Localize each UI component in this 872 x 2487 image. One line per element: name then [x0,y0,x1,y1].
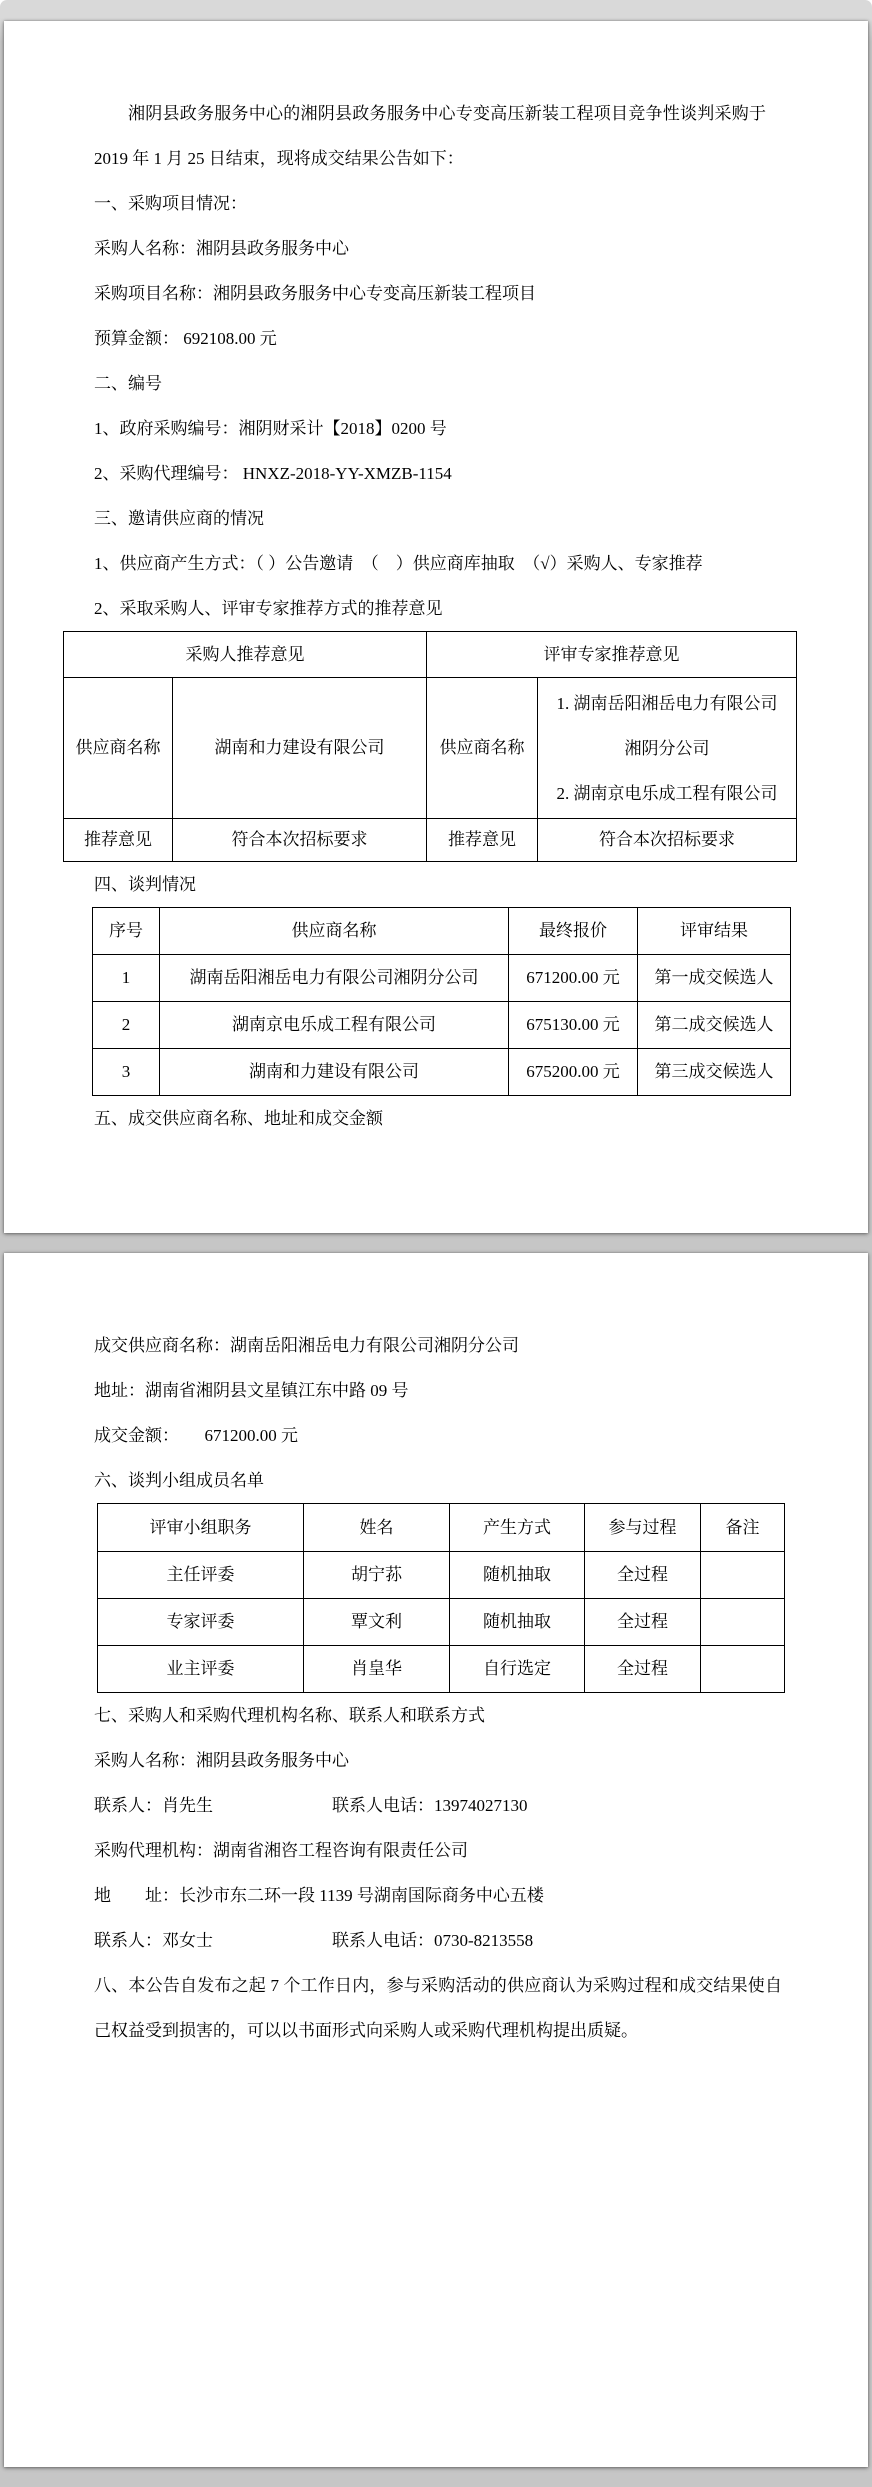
section-6-heading: 六、谈判小组成员名单 [94,1471,264,1490]
panel-member-table [97,1503,785,1693]
participation-cell: 全过程 [585,1599,701,1646]
remark-cell [701,1646,785,1693]
buyer-contact-line: 联系人：肖先生 联系人电话：13974027130 [94,1796,528,1815]
seq-cell: 2 [93,1002,160,1049]
method-cell: 自行选定 [450,1646,585,1693]
recommendation-table [63,631,797,862]
method-cell: 随机抽取 [450,1552,585,1599]
name-cell: 胡宁荪 [304,1552,450,1599]
price-cell: 675200.00 元 [509,1049,638,1096]
expert-supplier-1: 1. 湖南岳阳湘岳电力有限公司 [556,693,778,713]
table-row [98,1599,785,1646]
result-cell: 第三成交候选人 [638,1049,791,1096]
table-header-row [98,1504,785,1552]
table-row [93,1049,791,1096]
col-header-seq: 序号 [93,908,160,955]
project-name-line: 采购项目名称：湘阴县政务服务中心专变高压新装工程项目 [94,284,536,303]
expert-supplier-1-cont: 湘阴分公司 [624,738,710,758]
name-cell: 肖皇华 [304,1646,450,1693]
name-cell: 覃文利 [304,1599,450,1646]
price-cell: 671200.00 元 [509,955,638,1002]
col-header-remark: 备注 [701,1504,785,1552]
supplier-name-label: 供应商名称 [427,678,538,819]
table-row [64,632,797,678]
supplier-name-value [538,678,797,819]
agency-address-line: 地 址：长沙市东二环一段 1139 号湖南国际商务中心五楼 [94,1886,544,1905]
buyer-name-line: 采购人名称：湘阴县政务服务中心 [94,239,349,258]
expert-supplier-2: 2. 湖南京电乐成工程有限公司 [556,783,778,803]
col-header-method: 产生方式 [450,1504,585,1552]
supplier-name-value: 湖南和力建设有限公司 [173,678,427,819]
col-header-role: 评审小组职务 [98,1504,304,1552]
result-cell: 第二成交候选人 [638,1002,791,1049]
opinion-label: 推荐意见 [427,819,538,862]
expert-recommendation-header: 评审专家推荐意见 [427,632,797,678]
result-cell: 第一成交候选人 [638,955,791,1002]
agency-contact-line: 联系人：邓女士 联系人电话：0730-8213558 [94,1931,534,1950]
budget-line: 预算金额： 692108.00 元 [94,329,277,348]
table-row [93,955,791,1002]
document-page-1 [4,21,868,1233]
col-header-participation: 参与过程 [585,1504,701,1552]
role-cell: 主任评委 [98,1552,304,1599]
remark-cell [701,1599,785,1646]
intro-paragraph: 湘阴县政务服务中心的湘阴县政务服务中心专变高压新装工程项目竞争性谈判采购于2019 年 1 月 25 日结束，现将成交结果公告如下： [94,104,766,168]
opinion-value: 符合本次招标要求 [538,819,797,862]
table-row [98,1646,785,1693]
table-row [64,678,797,819]
seq-cell: 1 [93,955,160,1002]
document-page-2 [4,1253,868,2467]
method-cell: 随机抽取 [450,1599,585,1646]
supplier-cell: 湖南和力建设有限公司 [160,1049,509,1096]
supplier-name-label: 供应商名称 [64,678,173,819]
section-7-heading: 七、采购人和采购代理机构名称、联系人和联系方式 [94,1706,485,1725]
table-row [98,1552,785,1599]
winner-address-line: 地址：湖南省湘阴县文星镇江东中路 09 号 [94,1381,409,1400]
table-header-row [93,908,791,955]
section-2-heading: 二、编号 [94,374,162,393]
section-1-heading: 一、采购项目情况： [94,194,247,213]
role-cell: 专家评委 [98,1599,304,1646]
supplier-method-line: 1、供应商产生方式：（ ）公告邀请 （ ）供应商库抽取 （√）采购人、专家推荐 [94,554,703,573]
seq-cell: 3 [93,1049,160,1096]
buyer-recommendation-header: 采购人推荐意见 [64,632,427,678]
winner-name-line: 成交供应商名称：湖南岳阳湘岳电力有限公司湘阴分公司 [94,1336,519,1355]
buyer-name-line: 采购人名称：湘阴县政务服务中心 [94,1751,349,1770]
role-cell: 业主评委 [98,1646,304,1693]
opinion-value: 符合本次招标要求 [173,819,427,862]
section-8-paragraph: 八、本公告自发布之起 7 个工作日内，参与采购活动的供应商认为采购过程和成交结果使自己权益受到损害的，可以以书面形式向采购人或采购代理机构提出质疑。 [94,1976,782,2040]
deal-amount-line: 成交金额： 671200.00 元 [94,1426,298,1445]
table-row [64,819,797,862]
price-cell: 675130.00 元 [509,1002,638,1049]
recommend-intro-line: 2、采取采购人、评审专家推荐方式的推荐意见 [94,599,443,618]
col-header-name: 姓名 [304,1504,450,1552]
gov-procurement-code-line: 1、政府采购编号：湘阴财采计【2018】0200 号 [94,419,447,438]
supplier-cell: 湖南岳阳湘岳电力有限公司湘阴分公司 [160,955,509,1002]
participation-cell: 全过程 [585,1552,701,1599]
section-5-heading: 五、成交供应商名称、地址和成交金额 [94,1109,383,1128]
agency-line: 采购代理机构：湖南省湘咨工程咨询有限责任公司 [94,1841,468,1860]
section-3-heading: 三、邀请供应商的情况 [94,509,264,528]
remark-cell [701,1552,785,1599]
supplier-cell: 湖南京电乐成工程有限公司 [160,1002,509,1049]
col-header-supplier: 供应商名称 [160,908,509,955]
table-row [93,1002,791,1049]
agency-code-line: 2、采购代理编号： HNXZ-2018-YY-XMZB-1154 [94,464,452,483]
negotiation-table [92,907,791,1096]
col-header-price: 最终报价 [509,908,638,955]
col-header-result: 评审结果 [638,908,791,955]
section-4-heading: 四、谈判情况 [94,875,196,894]
opinion-label: 推荐意见 [64,819,173,862]
participation-cell: 全过程 [585,1646,701,1693]
